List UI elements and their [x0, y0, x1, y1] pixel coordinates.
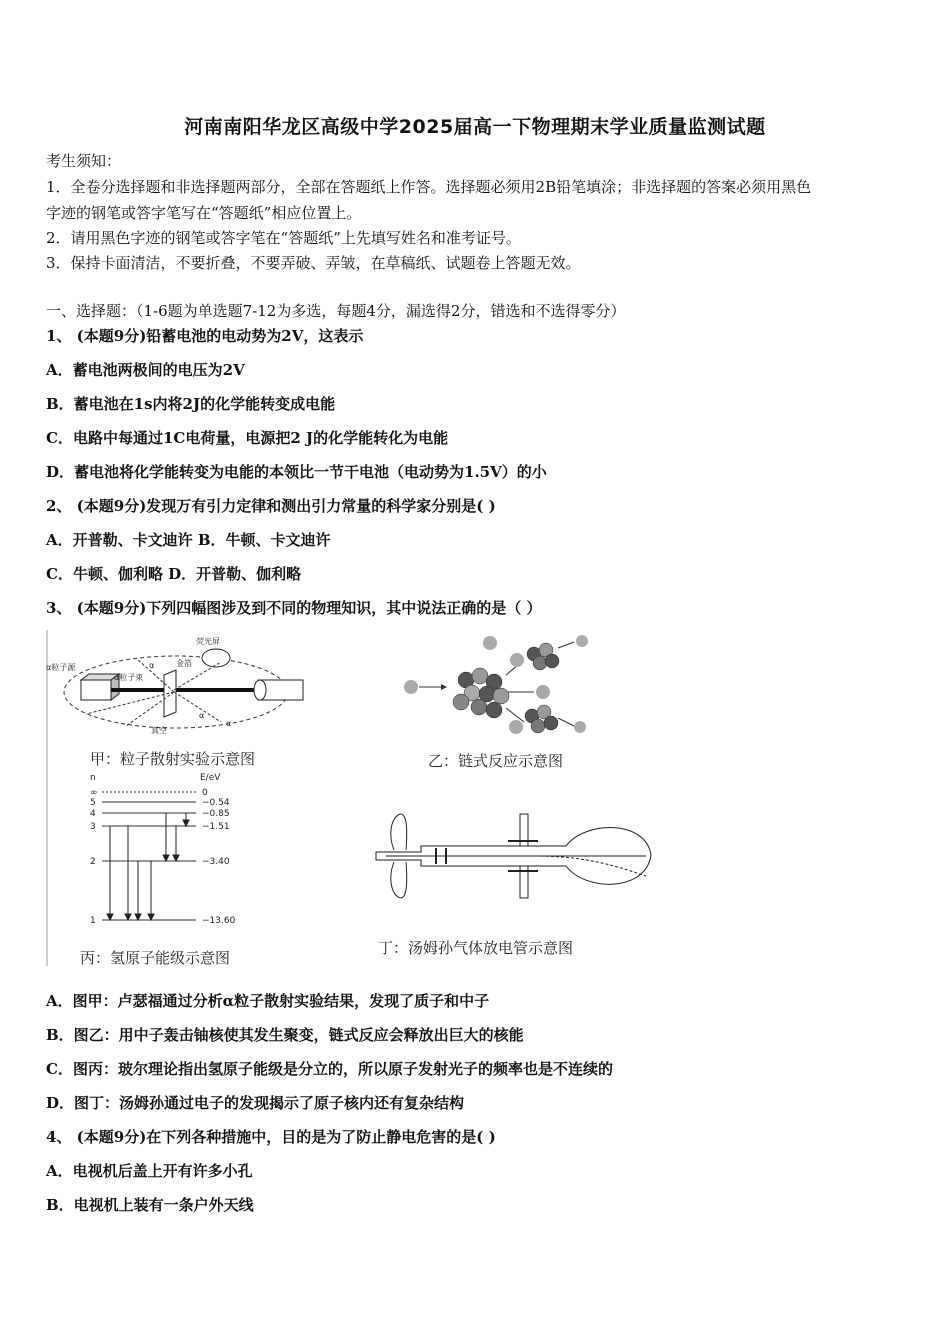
level-4-e: −0.85	[202, 809, 230, 819]
section-heading: 一、选择题：（1-6题为单选题7-12为多选，每题4分，漏选得2分，错选和不选得零分）	[46, 302, 626, 320]
level-1-n: 1	[90, 916, 96, 926]
q3-option-b: B．图乙：用中子轰击铀核使其发生聚变，链式反应会释放出巨大的核能	[46, 1026, 524, 1044]
level-3-e: −1.51	[202, 822, 230, 832]
label-alpha-2: α	[199, 711, 205, 720]
level-inf-e: 0	[202, 788, 208, 798]
caption-ding: 丁：汤姆孙气体放电管示意图	[378, 939, 574, 957]
notice-item-1-cont: 字迹的钢笔或答字笔写在“答题纸”相应位置上。	[46, 204, 362, 222]
q3-figures	[46, 630, 666, 970]
notice-item-3: 3．保持卡面清洁，不要折叠，不要弄破、弄皱，在草稿纸、试题卷上答题无效。	[46, 254, 581, 272]
level-2-e: −3.40	[202, 857, 230, 867]
q1-option-d: D．蓄电池将化学能转变为电能的本领比一节干电池（电动势为1.5V）的小	[46, 463, 547, 481]
thomson-discharge-tube-diagram	[376, 814, 651, 957]
level-5-n: 5	[90, 798, 96, 808]
level-4-n: 4	[90, 809, 96, 819]
q3-option-d: D．图丁：汤姆孙通过电子的发现揭示了原子核内还有复杂结构	[46, 1094, 465, 1112]
q1-option-a: A．蓄电池两极间的电压为2V	[46, 361, 245, 379]
notice-item-1: 1．全卷分选择题和非选择题两部分，全部在答题纸上作答。选择题必须用2B铅笔填涂；非选择题的答案必须用黑色	[46, 178, 812, 196]
hydrogen-energy-levels-diagram	[80, 773, 236, 967]
label-alpha-3: α	[226, 719, 232, 728]
q3-option-a: A．图甲：卢瑟福通过分析α粒子散射实验结果，发现了质子和中子	[46, 992, 490, 1010]
rutherford-scattering-diagram	[46, 636, 303, 768]
level-5-e: −0.54	[202, 798, 230, 808]
q4-stem: 4、 (本题9分)在下列各种措施中，目的是为了防止静电危害的是( )	[46, 1128, 496, 1146]
label-alpha-beam: α粒子束	[114, 673, 144, 682]
label-alpha-source: α粒子源	[46, 663, 76, 672]
level-n-label: n	[90, 773, 96, 783]
q2-options-cd: C．牛顿、伽利略 D．开普勒、伽利略	[46, 565, 302, 583]
label-foil: 金箔	[176, 659, 192, 668]
q1-option-c: C．电路中每通过1C电荷量，电源把2 J的化学能转化为电能	[46, 429, 449, 447]
q4-option-b: B．电视机上装有一条户外天线	[46, 1196, 254, 1214]
chain-reaction-diagram	[404, 635, 588, 770]
level-inf-n: ∞	[90, 788, 98, 798]
notice-item-2: 2．请用黑色字迹的钢笔或答字笔在“答题纸”上先填写姓名和准考证号。	[46, 229, 521, 247]
label-screen: 荧光屏	[196, 637, 220, 646]
label-alpha-1: α	[149, 661, 155, 670]
q2-options-ab: A．开普勒、卡文迪许 B．牛顿、卡文迪许	[46, 531, 331, 549]
notice-heading: 考生须知：	[46, 152, 122, 170]
level-2-n: 2	[90, 857, 96, 867]
level-3-n: 3	[90, 822, 96, 832]
q1-stem: 1、 (本题9分)铅蓄电池的电动势为2V，这表示	[46, 327, 364, 345]
q2-stem: 2、 (本题9分)发现万有引力定律和测出引力常量的科学家分别是( )	[46, 497, 496, 515]
caption-yi: 乙：链式反应示意图	[428, 752, 564, 770]
level-1-e: −13.60	[202, 916, 236, 926]
q4-option-a: A．电视机后盖上开有许多小孔	[46, 1162, 253, 1180]
caption-jia: 甲：粒子散射实验示意图	[90, 750, 256, 768]
level-e-label: E/eV	[200, 773, 221, 783]
label-vacuum: 真空	[151, 726, 167, 735]
caption-bing: 丙：氢原子能级示意图	[80, 949, 231, 967]
q1-option-b: B．蓄电池在1s内将2J的化学能转变成电能	[46, 395, 336, 413]
page-title: 河南南阳华龙区高级中学2025届高一下物理期末学业质量监测试题	[184, 116, 766, 138]
q3-stem: 3、 (本题9分)下列四幅图涉及到不同的物理知识，其中说法正确的是（ ）	[46, 599, 542, 617]
q3-option-c: C．图丙：玻尔理论指出氢原子能级是分立的，所以原子发射光子的频率也是不连续的	[46, 1060, 613, 1078]
